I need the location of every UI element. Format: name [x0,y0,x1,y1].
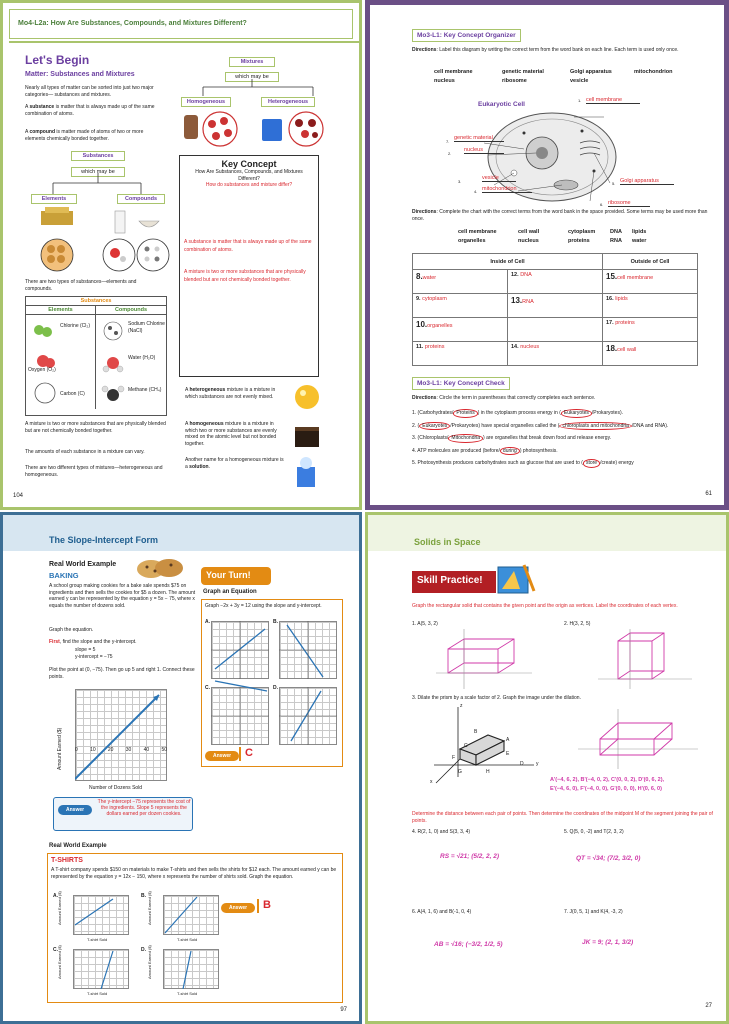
x-ticks: 0 10 20 30 40 50 [75,747,167,753]
option-lines [211,621,337,745]
ts-ylabel: Amount Earned ($) [57,945,62,979]
compounds-box: Compounds [117,194,165,204]
axis-label: y [536,761,539,767]
solid-graph-1 [428,629,538,691]
baking-label: BAKING [49,571,79,580]
heterogeneous-box: Heterogeneous [261,97,315,107]
compound-definition: A compound is matter made of atoms of two or more elements chemically bonded together. [25,129,144,142]
subtitle: Matter: Substances and Mixtures [25,71,135,78]
mixture-photos [289,383,325,493]
page-number: 27 [705,1003,712,1009]
chart-cell: 12. DNA [508,270,603,294]
page-slope-intercept [0,512,362,1024]
table-cell: Methane (CH₄) [128,387,162,393]
directions-1: Graph the rectangular solid that contains the given point and the origin as vertices. Label the coordinates of each vertex. [412,603,678,609]
divider [9,41,359,43]
dilation-graph [578,709,698,769]
your-turn-problem: Graph −2x + 3y = 12 using the slope and y-intercept. [205,603,322,609]
chart-head-inside: Inside of Cell [413,254,603,270]
question-4: 4. R(2, 1, 0) and S(3, 3, 4) [412,829,471,835]
book-icon [494,561,536,597]
label-ribosome: ribosome [608,200,650,207]
ts-xlabel: T-shirt Sold [87,991,108,996]
your-turn-answer: C [245,747,253,759]
label-num: 5. [612,181,616,186]
directions-3: Directions: Circle the term in parentheses that correctly completes each sentence. [412,395,596,401]
key-concept-box [179,155,319,377]
mixtures-arrows [183,79,333,97]
ts-xlabel: T-shirt Sold [87,937,108,942]
label-mitochondrion: mitochondrion [482,186,532,193]
key-concept-question-red: How do substances and mixture differ? [205,182,293,188]
which-may-be-box: which may be [225,72,279,82]
check-list [412,409,718,468]
solid-graph-2 [588,629,698,691]
tshirts-problem: A T-shirt company spends $150 on materials to make T-shirts and then sells the shirts for $12 each. The amount earned y can be represented by the equation y = 12x − 150, where x represents the number of shirts sold. Graph the equation. [51,867,337,880]
option-label: A. [53,893,58,899]
label-vesicle: vesicle [482,175,516,182]
label-cell-membrane: cell membrane [586,97,640,104]
two-types-mixtures: There are two different types of mixtures—heterogeneous and homogeneous. [25,465,163,478]
table-title: Substances [26,297,166,306]
prism-label: H [486,769,490,775]
chart-cell: 14. nucleus [508,342,603,366]
table-cell: Water (H₂O) [128,355,156,361]
chart-cell: 18.cell wall [603,342,698,366]
chart-cell: 15.cell membrane [603,270,698,294]
mixtures-box: Mixtures [229,57,275,67]
option-label: C. [205,685,210,691]
compound-molecule-icons [100,319,126,407]
ts-answer-label: Answer [221,903,255,913]
prism-label: A [506,737,510,743]
table-cell: Sodium Chlorine (NaCl) [128,321,165,334]
label-num: 4. [474,189,478,194]
label-nucleus: nucleus [464,147,504,154]
label-num: 3. [458,179,462,184]
ts-lines [73,895,219,989]
answer-7: JK = 9; (2, 1, 3/2) [582,939,634,946]
yintercept-value: y-intercept = −75 [75,654,113,660]
first-step: First, find the slope and the y-intercept. [49,639,137,645]
key-concept-answer-1: A substance is matter that is always made up of the same combination of atoms. [184,239,312,253]
tshirts-label: T-SHIRTS [51,857,83,864]
element-molecule-icons [30,321,56,407]
baking-problem: A school group making cookies for a bake sale spends $75 on ingredients and then sells the cookies for $5 a dozen. The amount earned y can be represented by the equation y = 5x − 75, where x equals the number of dozens sold. [49,583,196,609]
chart-cell: 16. lipids [603,294,698,318]
substances-box: Substances [71,151,125,161]
ts-ylabel: Amount Earned ($) [147,891,152,925]
ts-xlabel: T-shirt Sold [177,991,198,996]
substance-definition: A substance is matter that is always made up of the same combination of atoms. [25,104,155,117]
prism-label: D [520,761,524,767]
directions-2: Determine the distance between each pair of points. Then determine the coordinates of the midpoint M of the segment joining the pair of points. [412,811,713,824]
question-1: 1. A(5, 3, 2) [412,621,438,627]
slope-value: slope = 5 [75,647,96,653]
page-number: 104 [13,493,24,499]
dilation-answer-2: E'(−4, 6, 0), F'(−4, 0, 0), G'(0, 0, 0), H'(0, 6, 0) [550,786,662,792]
prism-label: C [464,743,468,749]
graph-an-equation: Graph an Equation [203,589,257,595]
page-title: The Slope-Intercept Form [49,535,159,545]
page-solids-in-space [365,512,729,1024]
chart-head-outside: Outside of Cell [603,254,698,270]
heterogeneous-definition: A heterogeneous mixture is a mixture in which substances are not evenly mixed. [185,387,276,400]
real-world-example: Real World Example [49,561,117,568]
answer-text: The y-intercept −75 represents the cost of the ingredients. Slope 5 represents the dollars earned per dozen cookies. [97,799,191,817]
which-may-be-box-2: which may be [71,167,125,177]
elements-box: Elements [31,194,77,204]
cell-chart [412,253,698,366]
mixture-illustrations [178,109,328,153]
homogeneous-box: Homogeneous [181,97,231,107]
y-axis-label: Amount Earned ($) [57,727,63,770]
question-3: 3. Dilate the prism by a scale factor of 2. Graph the image under the dilation. [412,695,581,701]
key-concept-answer-2: A mixture is two or more substances that are physically blended but are not chemically bonded together. [184,269,306,283]
dilation-answer-1: A'(−4, 6, 2), B'(−4, 0, 2), C'(0, 0, 2), D'(0, 6, 2), [550,777,665,783]
answer-4: RS = √21; (5/2, 2, 2) [440,853,500,860]
two-types-text: There are two types of substances—elements and compounds. [25,279,137,292]
directions-1: Directions: Label this diagram by writing the correct term from the word bank on each line. Each term is used only once. [412,47,679,53]
table-col-elements: Elements [26,306,96,314]
cookies-image [135,555,185,581]
your-turn-banner: Your Turn! [201,567,271,585]
label-num: 2. [448,151,452,156]
page-title: Solids in Space [414,537,481,547]
intro-text: Nearly all types of matter can be sorted into just two major categories— substances and mixtures. [25,85,154,98]
prism-label: G [458,769,462,775]
header-band [3,515,359,551]
chart-cell: 9. cytoplasm [413,294,508,318]
label-golgi: Golgi apparatus [620,178,674,185]
option-label: A. [205,619,210,625]
table-col-compounds: Compounds [114,307,148,313]
question-6: 6. A(4, 1, 6) and B(-1, 0, 4) [412,909,472,915]
question-7: 7. J(0, 5, 1) and K(4, -3, 2) [564,909,623,915]
prism-label: F [452,755,456,761]
check-item: 5. Photosynthesis produces carbohydrates such as glucose that are used to ( store /create) energy [412,460,634,466]
option-label: C. [53,947,58,953]
solution-definition: Another name for a homogeneous mixture is a solution. [185,457,284,470]
label-num: 1. [578,98,582,103]
check-item: 1. (Carbohydrates/ Proteins ) in the cytoplasm process energy in ( Eukaryotes /Prokaryotes). [412,410,623,416]
real-world-example-2: Real World Example [49,843,107,849]
answer-divider [257,899,259,913]
key-concept-question: How Are Substances, Compounds, and Mixtures Different? [195,169,303,182]
option-label: D. [141,947,146,953]
prism-diagram [424,705,544,785]
check-item: 2. ( Eukaryotes /Prokaryotes) have special organelles called the ( chloroplasts and mitochondria /DNA and RNA). [412,422,669,429]
baking-line [75,689,167,781]
skill-practice-banner: Skill Practice! [412,571,496,593]
chart-cell: 10.organelles [413,318,508,342]
amounts-text: The amounts of each substance in a mixture can vary. [25,449,145,455]
chart-cell: 13.RNA [508,294,603,318]
key-concept-title: Key Concept [221,159,277,169]
label-num: 7. [446,139,450,144]
ts-ylabel: Amount Earned ($) [57,891,62,925]
page-cell-organizer: Mo3-L1: Key Concept Organizer Directions: Label this diagram by writing the correct term from the word bank on each line. Each term is used only once. cell membrane genetic material Golgi apparatus mitochondrion nucleus ribosome vesicle Eukaryotic Cell cell membrane genetic material nucleus vesicle mitochondrion Golgi apparatus ribosome 1. 7. 2. 3. 4. 5. 6. Directions: Complete the chart with the correct terms from the word bank in the space provided. Some terms may be used more than once. cell membrane cell wall cytoplasm DNA lipids organelles nucleus proteins RNA water Inside of Cell Outside of Cell 8.water 12. DNA 15.cell membrane 9. cytoplasm 13.RNA 16. lipids 10.organelles 17. proteins 11. proteins 14. nucleus 18.cell wall Mo3-L1: Key Concept Check Directions: Circle the term in parentheses that correctly completes each sentence. 1. (Carbohydrates/ Proteins ) in the cytoplasm process energy in ( Eukaryotes /Prokaryotes). 2. ( Eukaryotes /Prokaryotes) have special organelles called the ( chloroplasts and mitochondria /DNA and RNA). 3. (Chloroplasts/ Mitochondria ) are organelles that break down food and release energy. 4. ATP molecules are produced (before/ during ) photosynthesis. 5. Photosynthesis produces carbohydrates such as glucose that are used to ( store /create) energy 61 [365,0,729,510]
substances-arrows [33,173,163,195]
axis-label: x [430,779,433,785]
page-number: 61 [705,491,712,497]
answer-label: Answer [58,805,92,815]
ts-xlabel: T-shirt Sold [177,937,198,942]
check-item: 4. ATP molecules are produced (before/ during ) photosynthesis. [412,447,558,454]
table-cell: Carbon (C) [60,391,85,397]
cell-title: Eukaryotic Cell [478,101,525,108]
homogeneous-definition: A homogeneous mixture is a mixture in which two or more substances are evenly mixed on the atomic level but not bonded together. [185,421,277,447]
ts-answer: B [263,899,271,911]
page-number: 97 [340,1007,347,1013]
chart-cell: 17. proteins [603,318,698,342]
answer-divider [239,747,241,761]
prism-label: E [506,751,510,757]
question-5: 5. Q(5, 0, -2) and T(2, 3, 2) [564,829,624,835]
axis-label: z [460,703,463,709]
question-2: 2. H(3, 2, 5) [564,621,591,627]
substances-table [25,296,167,416]
your-turn-answer-label: Answer [205,751,239,761]
option-label: B. [273,619,278,625]
table-cell: Chlorine (Cl₂) [60,323,91,329]
answer-5: QT = √34; (7/2, 3/2, 0) [576,855,641,862]
organizer-header: Mo3-L1: Key Concept Organizer [412,29,521,42]
x-axis-label: Number of Dozens Sold [89,785,143,791]
ts-ylabel: Amount Earned ($) [147,945,152,979]
page-header: Mo4-L2a: How Are Substances, Compounds, and Mixtures Different? [9,9,353,39]
label-genetic-material: genetic material [454,135,504,142]
page-substances [0,0,362,510]
plot-instruction: Plot the point at (0, −75). Then go up 5 and right 1. Connect these points. [49,667,195,680]
chart-cell: 11. proteins [413,342,508,366]
graph-the-equation: Graph the equation. [49,627,94,633]
prism-label: B [474,729,478,735]
chart-cell [508,318,603,342]
mixture-definition: A mixture is two or more substances that are physically blended but are not chemically bonded together. [25,421,166,434]
label-num: 6. [600,202,604,207]
directions-2: Directions: Complete the chart with the correct terms from the word bank in the space provided. Some terms may be used more than once. [412,209,708,222]
lets-begin-title: Let's Begin [25,53,90,67]
option-label: D. [273,685,278,691]
check-header: Mo3-L1: Key Concept Check [412,377,510,390]
table-cell: Oxygen (O₂) [28,367,56,373]
check-item: 3. (Chloroplasts/ Mitochondria ) are organelles that break down food and release energy. [412,435,612,441]
chart-cell: 8.water [413,270,508,294]
answer-6: AB = √16; (−3/2, 1/2, 5) [434,941,503,948]
option-label: B. [141,893,146,899]
substance-illustrations [31,207,171,277]
